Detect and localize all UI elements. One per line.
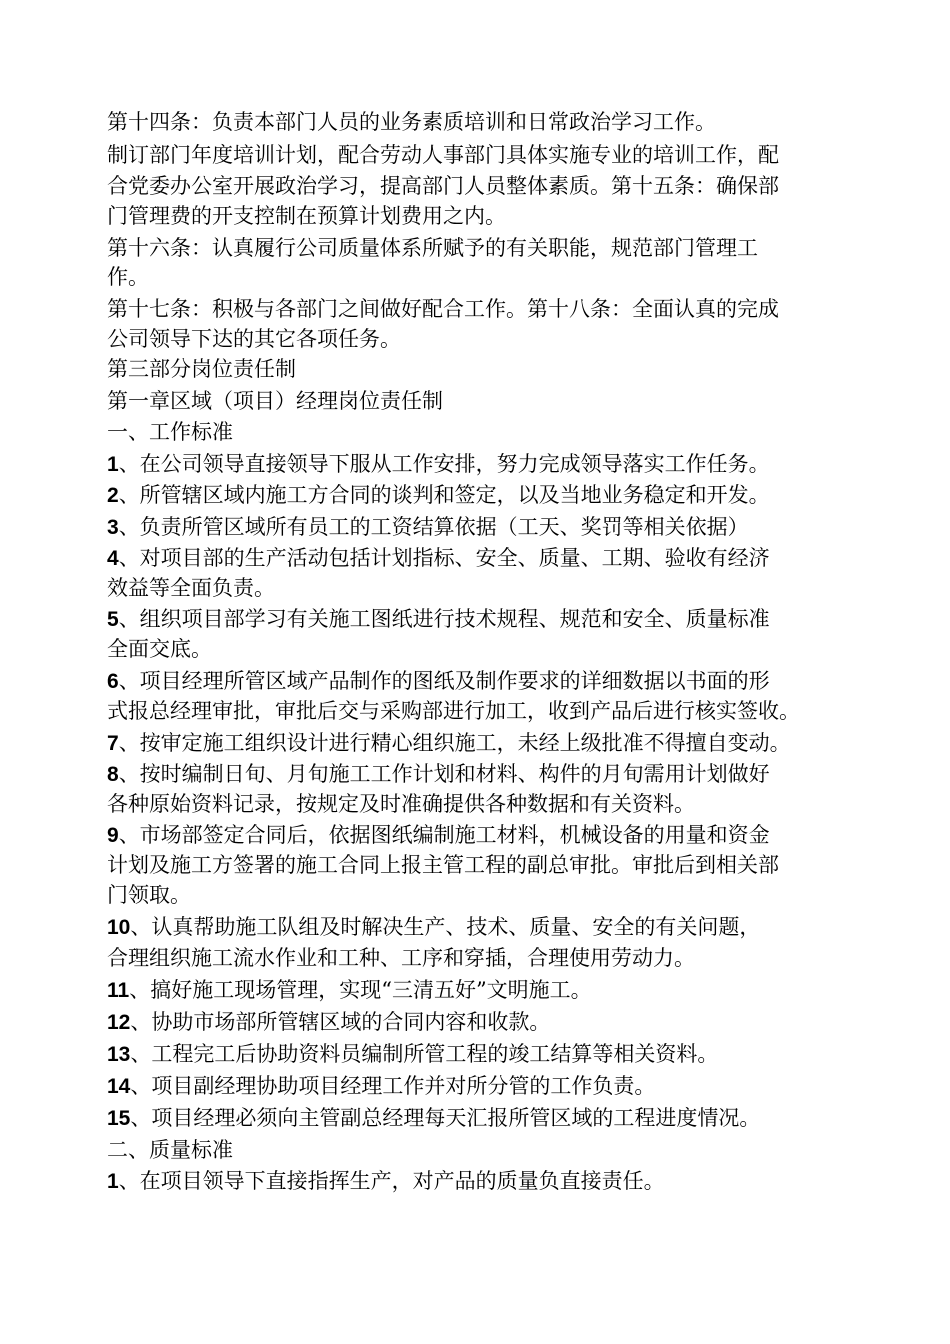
chapter-heading: 第一章区域（项目）经理岗位责任制 <box>107 389 443 413</box>
list-item: 15、项目经理必须向主管副总经理每天汇报所管区域的工程进度情况。 <box>107 1106 761 1130</box>
subsection-heading: 二、质量标准 <box>107 1138 233 1162</box>
text-line: 第十四条：负责本部门人员的业务素质培训和日常政治学习工作。 <box>107 110 716 134</box>
section-heading: 第三部分岗位责任制 <box>107 357 296 381</box>
list-item: 3、负责所管区域所有员工的工资结算依据（工天、奖罚等相关依据） <box>107 515 749 539</box>
text-line: 第十六条：认真履行公司质量体系所赋予的有关职能，规范部门管理工 <box>107 236 758 260</box>
text-line: 公司领导下达的其它各项任务。 <box>107 327 401 351</box>
text-line: 合理组织施工流水作业和工种、工序和穿插，合理使用劳动力。 <box>107 946 695 970</box>
text-line: 门管理费的开支控制在预算计划费用之内。 <box>107 204 506 228</box>
text-line: 全面交底。 <box>107 637 212 661</box>
list-item: 7、按审定施工组织设计进行精心组织施工，未经上级批准不得擅自变动。 <box>107 731 791 755</box>
list-item: 10、认真帮助施工队组及时解决生产、技术、质量、安全的有关问题， <box>107 915 761 939</box>
list-item: 14、项目副经理协助项目经理工作并对所分管的工作负责。 <box>107 1074 656 1098</box>
list-item: 11、搞好施工现场管理，实现“三清五好”文明施工。 <box>107 978 592 1002</box>
list-item: 2、所管辖区域内施工方合同的谈判和签定，以及当地业务稳定和开发。 <box>107 483 770 507</box>
text-line: 作。 <box>107 265 149 289</box>
list-item: 8、按时编制日旬、月旬施工工作计划和材料、构件的月旬需用计划做好 <box>107 762 770 786</box>
text-line: 计划及施工方签署的施工合同上报主管工程的副总审批。审批后到相关部 <box>107 853 779 877</box>
list-item: 6、项目经理所管区域产品制作的图纸及制作要求的详细数据以书面的形 <box>107 669 770 693</box>
text-line: 式报总经理审批，审批后交与采购部进行加工，收到产品后进行核实签收。 <box>107 699 800 723</box>
list-item: 5、组织项目部学习有关施工图纸进行技术规程、规范和安全、质量标准 <box>107 607 770 631</box>
text-line: 第十七条：积极与各部门之间做好配合工作。第十八条：全面认真的完成 <box>107 297 779 321</box>
list-item: 1、在项目领导下直接指挥生产，对产品的质量负直接责任。 <box>107 1169 665 1193</box>
text-line: 合党委办公室开展政治学习，提高部门人员整体素质。第十五条：确保部 <box>107 174 779 198</box>
text-line: 门领取。 <box>107 883 191 907</box>
subsection-heading: 一、工作标准 <box>107 420 233 444</box>
list-item: 13、工程完工后协助资料员编制所管工程的竣工结算等相关资料。 <box>107 1042 719 1066</box>
text-line: 各种原始资料记录，按规定及时准确提供各种数据和有关资料。 <box>107 792 695 816</box>
list-item: 1、在公司领导直接领导下服从工作安排，努力完成领导落实工作任务。 <box>107 452 770 476</box>
list-item: 12、协助市场部所管辖区域的合同内容和收款。 <box>107 1010 551 1034</box>
list-item: 9、市场部签定合同后，依据图纸编制施工材料，机械设备的用量和资金 <box>107 823 770 847</box>
list-item: 4、对项目部的生产活动包括计划指标、安全、质量、工期、验收有经济 <box>107 546 770 570</box>
text-line: 制订部门年度培训计划，配合劳动人事部门具体实施专业的培训工作，配 <box>107 143 779 167</box>
text-line: 效益等全面负责。 <box>107 576 275 600</box>
